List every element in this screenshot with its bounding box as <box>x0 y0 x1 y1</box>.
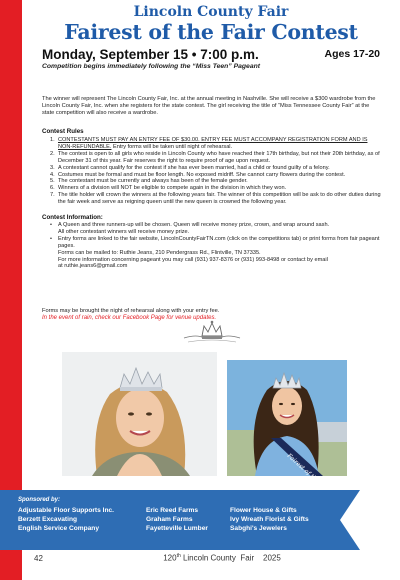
sponsors-column-3 <box>230 506 309 533</box>
event-date-time: Monday, September 15 • 7:00 p.m. <box>42 47 259 62</box>
sponsor-name: Ivy Wreath Florist & Gifts <box>230 516 309 523</box>
rules-heading: Contest Rules <box>42 128 84 135</box>
list-item: 5. The contestant must be currently and always has been of the female gender. <box>50 178 248 185</box>
sponsor-name: Berzett Excavating <box>18 516 77 523</box>
page-title: Fairest of the Fair Contest <box>64 20 358 44</box>
sponsor-name: English Service Company <box>18 525 99 532</box>
crown-ornament-icon <box>182 318 242 351</box>
sponsors-column-2 <box>146 506 208 533</box>
page-number: 42 <box>34 554 43 563</box>
forms-note: Forms may be brought the night of rehearsal along with your entry fee. <box>42 308 220 314</box>
age-range: Ages 17-20 <box>324 48 380 60</box>
subtitle: Competition begins immediately following the “Miss Teen” Pageant <box>42 63 261 70</box>
sponsor-name: Flower House & Gifts <box>230 507 297 514</box>
list-item: 3. A contestant cannot qualify for the contest if she has ever been married, had a child or found guilty of a felony. <box>50 164 330 171</box>
rain-note: In the event of rain, check our Facebook Page for venue updates. <box>42 315 217 321</box>
title-line-1: Lincoln County Fair <box>133 4 289 20</box>
rules-list <box>42 137 382 206</box>
sponsors-column-1 <box>18 506 114 533</box>
queen-photo-right <box>227 360 347 476</box>
sponsor-name: Adjustable Floor Supports Inc. <box>18 507 114 514</box>
sponsor-name: Sabghi's Jewelers <box>230 525 287 532</box>
sponsor-name: Graham Farms <box>146 516 193 523</box>
list-item: • Entry forms are linked to the fair website, LincolnCountyFairTN.com (click on the competitions tab) or print forms from fair pageant pages. Forms can be mailed to: Ruthie Jeans, 210 Pendergrass Rd., Flintville, TN 37335. For more information concerning pageant you may call (931) 937-8376 or (931) 993-8498 or contact by email at ruthie.jeans6@gmail.com <box>50 235 380 270</box>
list-item: 6. Winners of a division will NOT be eligible to compete again in the division in which they won. <box>50 185 287 192</box>
list-item: 1. CONTESTANTS MUST PAY AN ENTRY FEE OF $30.00. ENTRY FEE MUST ACCOMPANY REGISTRATION FORM AND IS NON-REFUNDABLE. Entry forms will be taken until night of rehearsal. <box>50 137 368 150</box>
list-item: 7. The title holder will crown the winners at the following years fair. The winner of this competition will be ask to do other duties during the fair week and serve as reigning queen until the new queen is crowned the following year. <box>50 192 381 206</box>
sponsor-name: Fayetteville Lumber <box>146 525 208 532</box>
page <box>18 0 400 580</box>
intro-paragraph: The winner will represent The Lincoln County Fair, Inc. at the annual meeting in Nashville. She will receive a $300 wardrobe from the Lincoln County Fair, Inc. when she registers for the state contest. The girl receiving the title of “Miss Tennessee County Fair” at the state competition will also receive a wardrobe. <box>42 96 376 117</box>
queen-photo-left <box>62 352 217 476</box>
info-list <box>42 222 382 270</box>
list-item: 4. Costumes must be formal and must be floor length. No exposed midriff. She cannot carry flowers during the contest. <box>50 171 346 178</box>
list-item: 2. The contest is open to all girls who reside in Lincoln County who have reached their 17th birthday, but not their 20th birthday, as of December 31 of this year. Fair reserves the right to require proof of age upon request. <box>50 150 380 164</box>
sponsors-heading: Sponsored by: <box>18 497 61 503</box>
sponsor-name: Eric Reed Farms <box>146 507 199 514</box>
sash-text: Fairest of <box>285 452 312 476</box>
footer-edition: 120th Lincoln County Fair 2025 <box>163 553 281 563</box>
list-item: • A Queen and three runners-up will be chosen. Queen will receive money prize, crown, and wrap around sash. All other contestant winners will receive money prize. <box>50 222 330 235</box>
info-heading: Contest Information: <box>42 214 103 221</box>
